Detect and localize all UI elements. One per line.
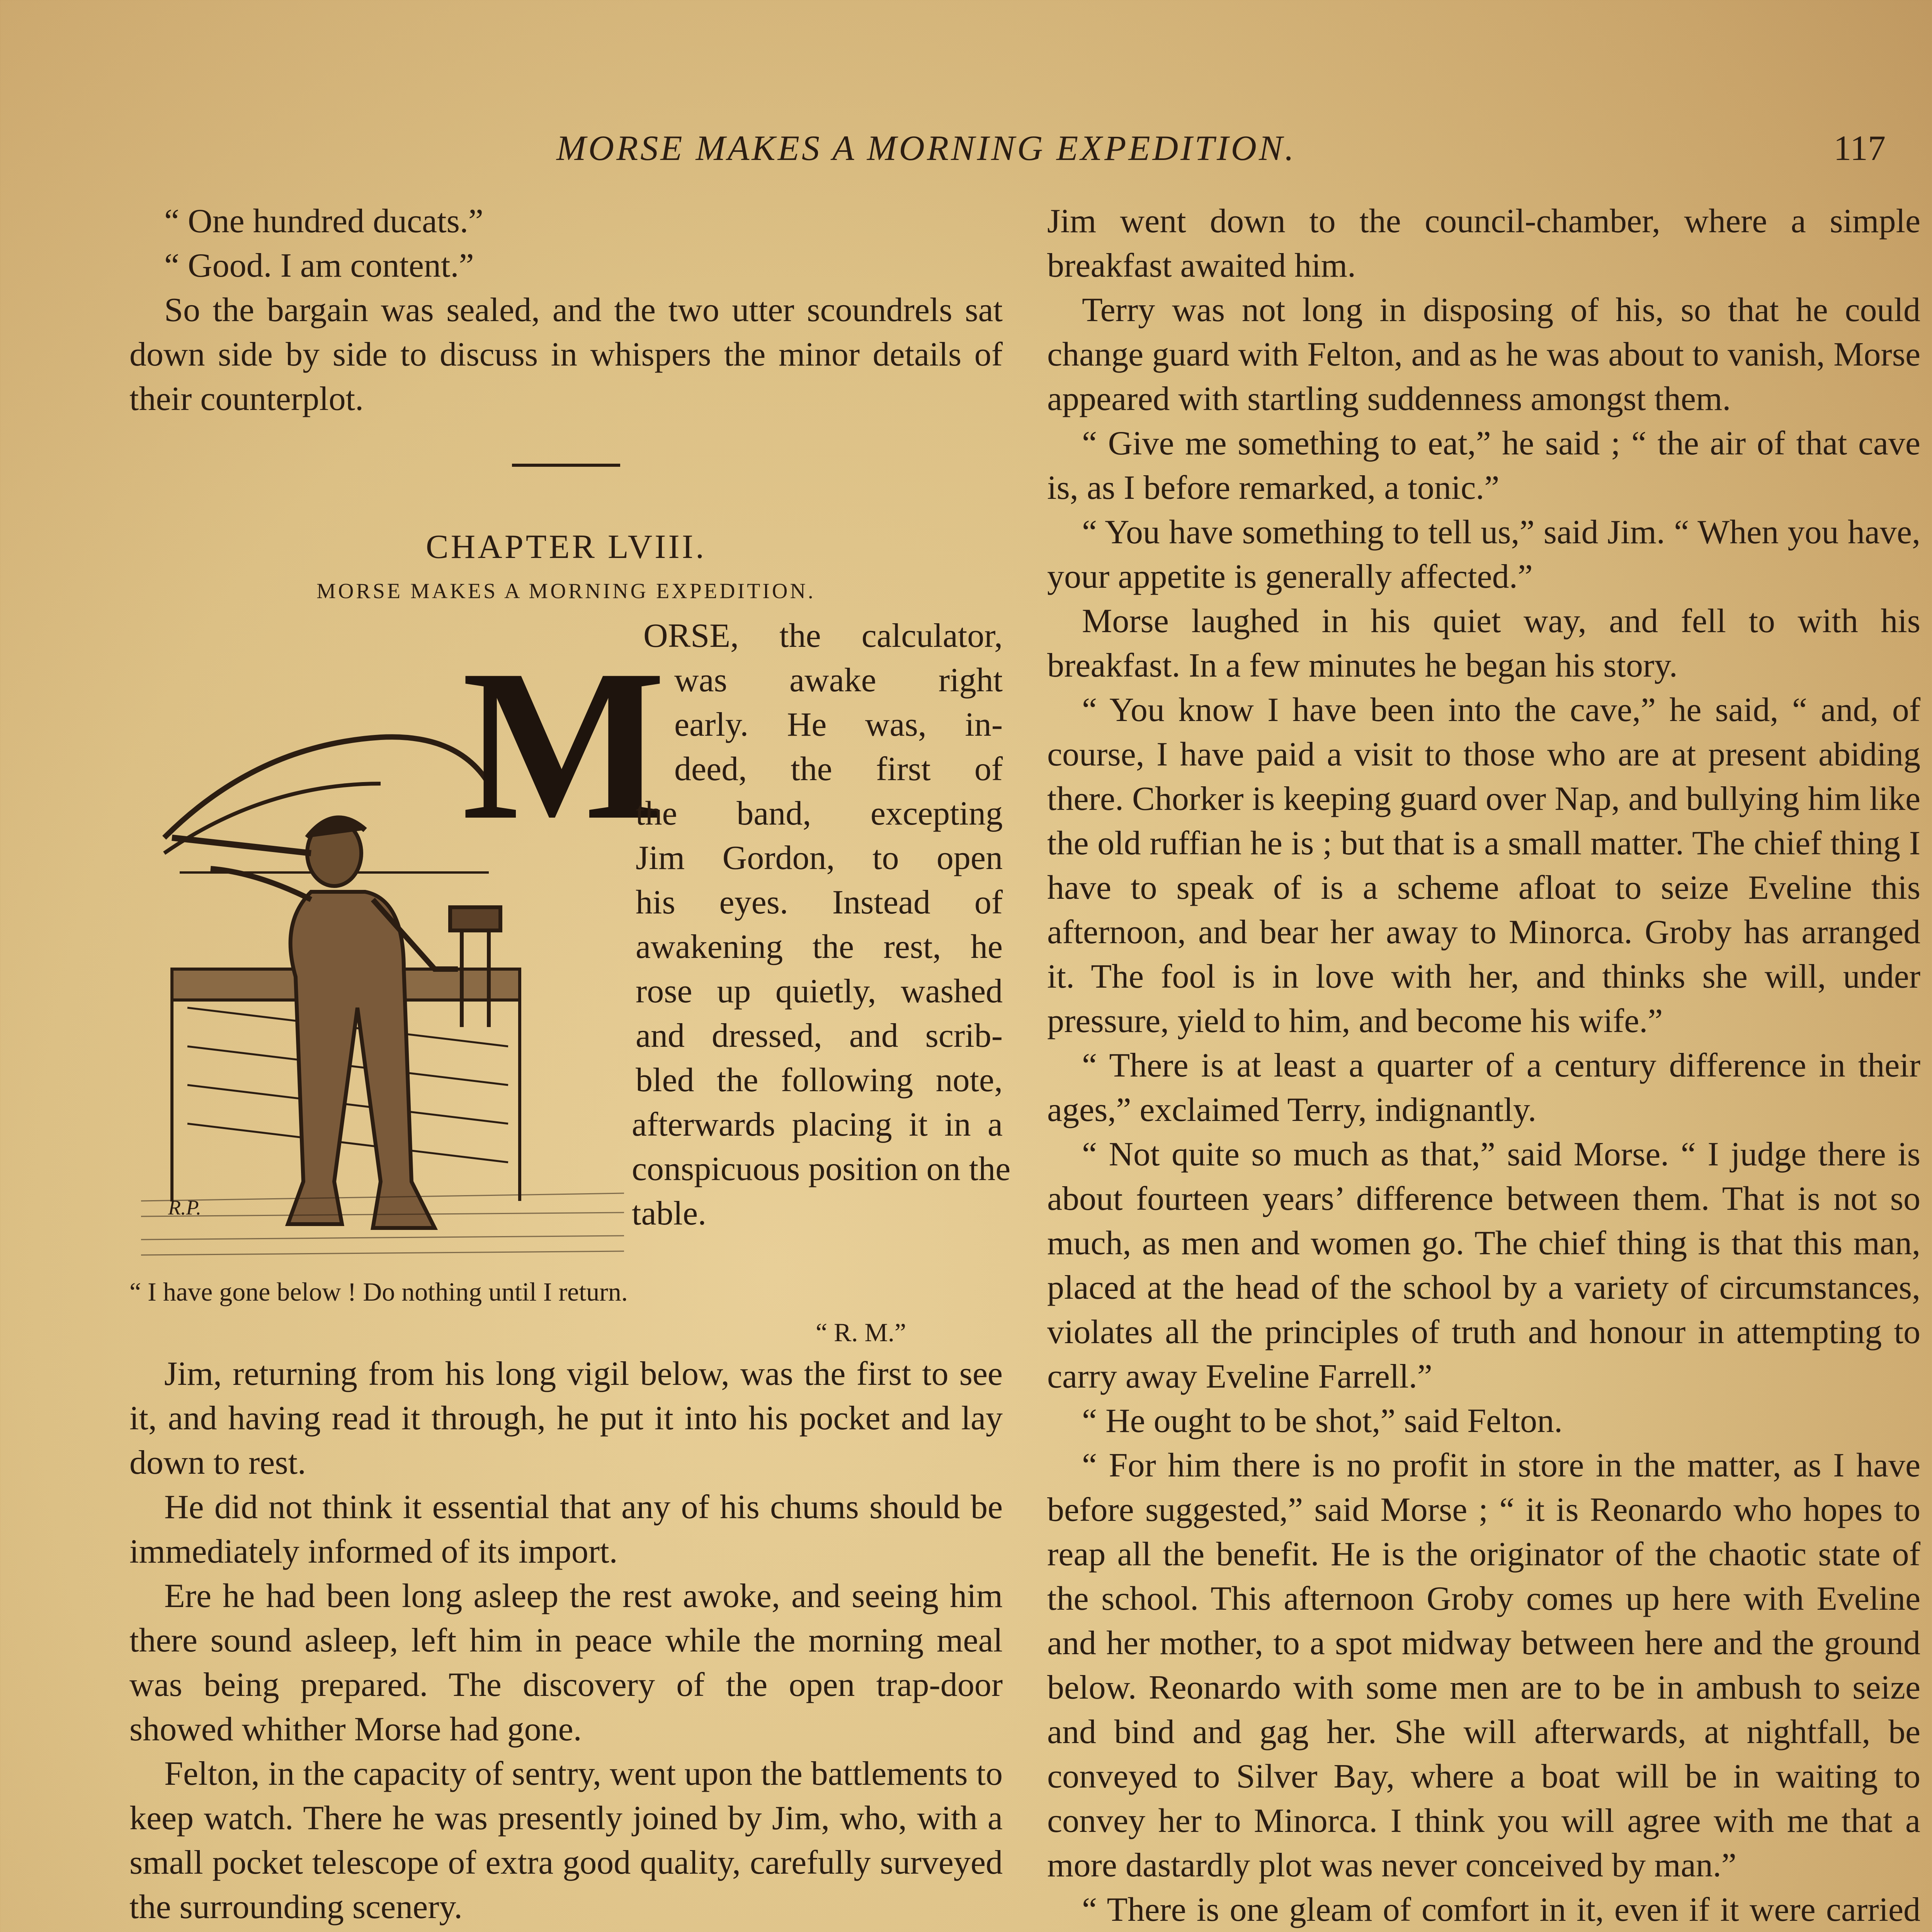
text-line: his eyes. Instead of bbox=[636, 884, 1003, 921]
paragraph: “ You have something to tell us,” said Jim. “ When you have, your appetite is generally affected.” bbox=[1047, 514, 1920, 595]
text-line: early. He was, in- bbox=[674, 706, 1003, 743]
text-line: bled the following note, bbox=[636, 1061, 1003, 1099]
text-line: the band, excepting bbox=[636, 795, 1003, 832]
paragraph: Morse laughed in his quiet way, and fell to with his breakfast. In a few minutes he began his story. bbox=[1047, 602, 1920, 684]
text-line: conspicuous position on the bbox=[632, 1150, 1011, 1188]
paragraph: “ Good. I am content.” bbox=[164, 247, 474, 284]
text-line: awakening the rest, he bbox=[636, 928, 1003, 966]
paragraph: He did not think it essential that any of his chums should be immediately informed of its import. bbox=[129, 1488, 1003, 1570]
chapter-title: CHAPTER LVIII. bbox=[425, 528, 707, 566]
paragraph: Terry was not long in disposing of his, so that he could change guard with Felton, and as he was about to vanish, Morse appeared with startling suddenness amongst them. bbox=[1047, 291, 1920, 418]
page-number: 117 bbox=[1833, 128, 1886, 168]
illustration-signature: R.P. bbox=[168, 1196, 202, 1219]
paragraph: Jim went down to the council-chamber, where a simple breakfast awaited him. bbox=[1047, 202, 1920, 284]
paragraph: Ere he had been long asleep the rest awoke, and seeing him there sound asleep, left him in peace while the morning meal was being prepared. The discovery of the open trap-door showed whither Morse had gone. bbox=[129, 1577, 1003, 1748]
paragraph: “ Give me something to eat,” he said ; “ the air of that cave is, as I before remarked, a tonic.” bbox=[1047, 425, 1920, 507]
text-line: ORSE, the calculator, bbox=[643, 617, 1003, 655]
left-column bbox=[129, 199, 1011, 1932]
text-line: rose up quietly, washed bbox=[636, 973, 1003, 1010]
note-text: “ I have gone below ! Do nothing until I return. bbox=[129, 1277, 628, 1306]
paragraph: “ He ought to be shot,” said Felton. bbox=[1082, 1402, 1563, 1440]
paragraph: So the bargain was sealed, and the two utter scoundrels sat down side by side to discuss in whispers the minor details of their counterplot. bbox=[129, 291, 1003, 418]
paragraph: “ There is at least a quarter of a century difference in their ages,” exclaimed Terry, indignantly. bbox=[1047, 1047, 1920, 1129]
chapter-opening bbox=[129, 614, 1011, 1270]
text-line: Jim Gordon, to open bbox=[636, 839, 1003, 877]
text-line: was awake right bbox=[674, 662, 1003, 699]
opening-text bbox=[129, 614, 1011, 1270]
paragraph: Jim, returning from his long vigil below, was the first to see it, and having read it through, he put it into his pocket and lay down to rest. bbox=[129, 1355, 1003, 1481]
paragraph: “ You know I have been into the cave,” he said, “ and, of course, I have paid a visit to those who are at present abiding there. Chorker is keeping guard over Nap, and bullying him like the old ruffian he is ; but that is a small matter. The chief thing I have to speak of is a scheme afloat to seize Eveline this afternoon, and bear her away to Minorca. Groby has arranged it. The fool is in love with her, and thinks she will, under pressure, yield to him, and become his wife.” bbox=[1047, 691, 1920, 1040]
paragraph: “ For him there is no profit in store in the matter, as I have before suggested,” said Morse ; “ it is Reonardo who hopes to reap all the benefit. He is the originator of the chaotic state of the school. This afternoon Groby comes up here with Eveline and her mother, to a spot midway between here and the ground below. Reonardo with some men are to be in ambush to seize and bind and gag her. She will afterwards, at nightfall, be conveyed to Silver Bay, where a boat will be in waiting to convey her to Minorca. I think you will agree with me that a more dastardly plot was never conceived by man.” bbox=[1047, 1447, 1920, 1884]
note-signature: “ R. M.” bbox=[815, 1318, 906, 1347]
chapter-subtitle: MORSE MAKES A MORNING EXPEDITION. bbox=[316, 579, 816, 603]
paragraph bbox=[129, 1929, 1003, 1932]
text-line: table. bbox=[632, 1195, 707, 1232]
page-header bbox=[556, 128, 1886, 178]
paragraph: “ There is one gleam of comfort in it, even if it were carried bbox=[1082, 1891, 1920, 1929]
text-line: and dressed, and scrib- bbox=[636, 1017, 1003, 1054]
text-line: afterwards placing it in a bbox=[632, 1106, 1003, 1143]
paragraph: “ Not quite so much as that,” said Morse. “ I judge there is about fourteen years’ difference between them. That is not so much, as men and women go. The chief thing is that this man, placed at the head of the school by a variety of circumstances, violates all the principles of truth and honour in attempting to carry away Eveline Farrell.” bbox=[1047, 1136, 1920, 1395]
right-column bbox=[1047, 199, 1920, 1932]
section-divider bbox=[512, 464, 620, 467]
paragraph: Felton, in the capacity of sentry, went upon the battlements to keep watch. There he was presently joined by Jim, who, with a small pocket telescope of extra good quality, carefully surveyed the surrounding scenery. bbox=[129, 1755, 1003, 1926]
running-title: MORSE MAKES A MORNING EXPEDITION. bbox=[556, 128, 1296, 168]
text-line: deed, the first of bbox=[674, 750, 1003, 788]
paragraph: “ One hundred ducats.” bbox=[164, 202, 483, 240]
drop-cap: M bbox=[462, 625, 666, 865]
